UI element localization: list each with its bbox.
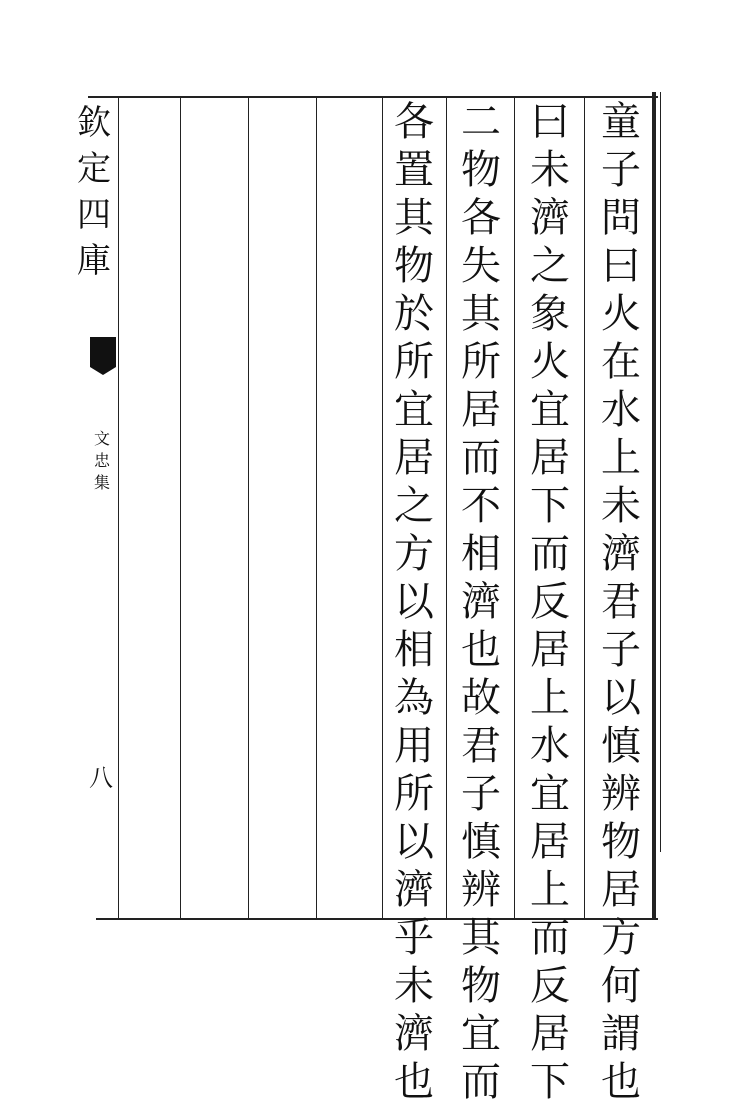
text-character: 謂 [601, 1011, 641, 1057]
text-character: 宜 [530, 387, 570, 433]
text-character: 在 [601, 339, 641, 385]
text-character: 辨 [601, 771, 641, 817]
text-character: 未 [530, 147, 570, 193]
text-character: 下 [530, 1059, 570, 1105]
text-character: 不 [461, 483, 501, 529]
text-character: 居 [461, 387, 501, 433]
text-character: 置 [394, 147, 434, 193]
text-character: 方 [601, 915, 641, 961]
text-character: 居 [394, 435, 434, 481]
text-character: 濟 [394, 867, 434, 913]
text-character: 而 [530, 915, 570, 961]
text-character: 上 [601, 435, 641, 481]
column-divider [382, 98, 383, 918]
text-character: 濟 [601, 531, 641, 577]
text-character: 其 [461, 915, 501, 961]
text-column-7 [186, 98, 240, 918]
text-character: 童 [601, 99, 641, 145]
text-character: 物 [461, 147, 501, 193]
text-character: 君 [461, 723, 501, 769]
margin-character: 文 [93, 429, 110, 448]
text-character: 反 [530, 579, 570, 625]
text-character: 居 [530, 435, 570, 481]
text-character: 何 [601, 963, 641, 1009]
text-character: 未 [394, 963, 434, 1009]
text-character: 物 [394, 243, 434, 289]
text-character: 水 [530, 723, 570, 769]
text-character: 也 [461, 627, 501, 673]
margin-title [72, 100, 116, 284]
text-character: 辨 [461, 867, 501, 913]
text-character: 濟 [394, 1011, 434, 1057]
text-character: 二 [461, 99, 501, 145]
text-character: 曰 [601, 243, 641, 289]
column-divider [584, 98, 585, 918]
text-character: 濟 [461, 579, 501, 625]
text-character: 火 [601, 291, 641, 337]
text-column-1 [594, 98, 648, 1105]
text-character: 也 [601, 1059, 641, 1105]
text-column-4 [387, 98, 441, 1105]
text-character: 而 [461, 1059, 501, 1105]
text-character: 子 [601, 147, 641, 193]
text-column-3 [454, 98, 508, 1105]
text-character: 失 [461, 243, 501, 289]
text-character: 水 [601, 387, 641, 433]
text-character: 宜 [394, 387, 434, 433]
text-character: 下 [530, 483, 570, 529]
text-character: 物 [461, 963, 501, 1009]
text-column-6 [253, 98, 307, 918]
column-divider [180, 98, 181, 918]
text-character: 乎 [394, 915, 434, 961]
text-character: 物 [601, 819, 641, 865]
margin-page-number: 八 [89, 764, 113, 792]
frame-right-rule-outer [660, 92, 661, 852]
text-character: 反 [530, 963, 570, 1009]
text-character: 上 [530, 675, 570, 721]
text-character: 以 [394, 819, 434, 865]
text-character: 而 [461, 435, 501, 481]
text-character: 以 [601, 675, 641, 721]
text-character: 各 [461, 195, 501, 241]
text-character: 居 [530, 819, 570, 865]
text-character: 宜 [461, 1011, 501, 1057]
text-character: 為 [394, 675, 434, 721]
margin-character: 庫 [77, 241, 111, 281]
text-column-5 [320, 98, 374, 918]
margin-character: 集 [93, 473, 110, 492]
text-character: 子 [601, 627, 641, 673]
text-character: 故 [461, 675, 501, 721]
margin-book-title [90, 428, 114, 494]
text-character: 未 [601, 483, 641, 529]
text-character: 以 [394, 579, 434, 625]
text-character: 慎 [461, 819, 501, 865]
text-character: 君 [601, 579, 641, 625]
text-character: 之 [530, 243, 570, 289]
text-character: 所 [394, 771, 434, 817]
text-character: 之 [394, 483, 434, 529]
text-character: 上 [530, 867, 570, 913]
text-character: 也 [394, 1059, 434, 1105]
fish-tail-mark [90, 337, 116, 367]
text-character: 慎 [601, 723, 641, 769]
text-character: 居 [530, 627, 570, 673]
text-character: 相 [394, 627, 434, 673]
column-divider [248, 98, 249, 918]
frame-right-rule [652, 92, 656, 918]
text-character: 居 [530, 1011, 570, 1057]
text-character: 其 [461, 291, 501, 337]
column-divider [514, 98, 515, 918]
margin-character: 欽 [77, 103, 111, 143]
text-character: 其 [394, 195, 434, 241]
margin-character: 四 [77, 195, 111, 235]
text-character: 於 [394, 291, 434, 337]
margin-character: 定 [77, 149, 111, 189]
text-character: 曰 [530, 99, 570, 145]
text-character: 所 [461, 339, 501, 385]
text-character: 而 [530, 531, 570, 577]
text-character: 所 [394, 339, 434, 385]
text-character: 宜 [530, 771, 570, 817]
text-character: 居 [601, 867, 641, 913]
text-character: 方 [394, 531, 434, 577]
text-character: 各 [394, 99, 434, 145]
text-character: 子 [461, 771, 501, 817]
text-character: 問 [601, 195, 641, 241]
column-divider [118, 98, 119, 918]
text-column-2 [523, 98, 577, 1105]
text-character: 象 [530, 291, 570, 337]
column-divider [446, 98, 447, 918]
margin-character: 忠 [93, 451, 110, 470]
text-character: 用 [394, 723, 434, 769]
column-divider [316, 98, 317, 918]
text-character: 濟 [530, 195, 570, 241]
text-character: 火 [530, 339, 570, 385]
text-character: 相 [461, 531, 501, 577]
